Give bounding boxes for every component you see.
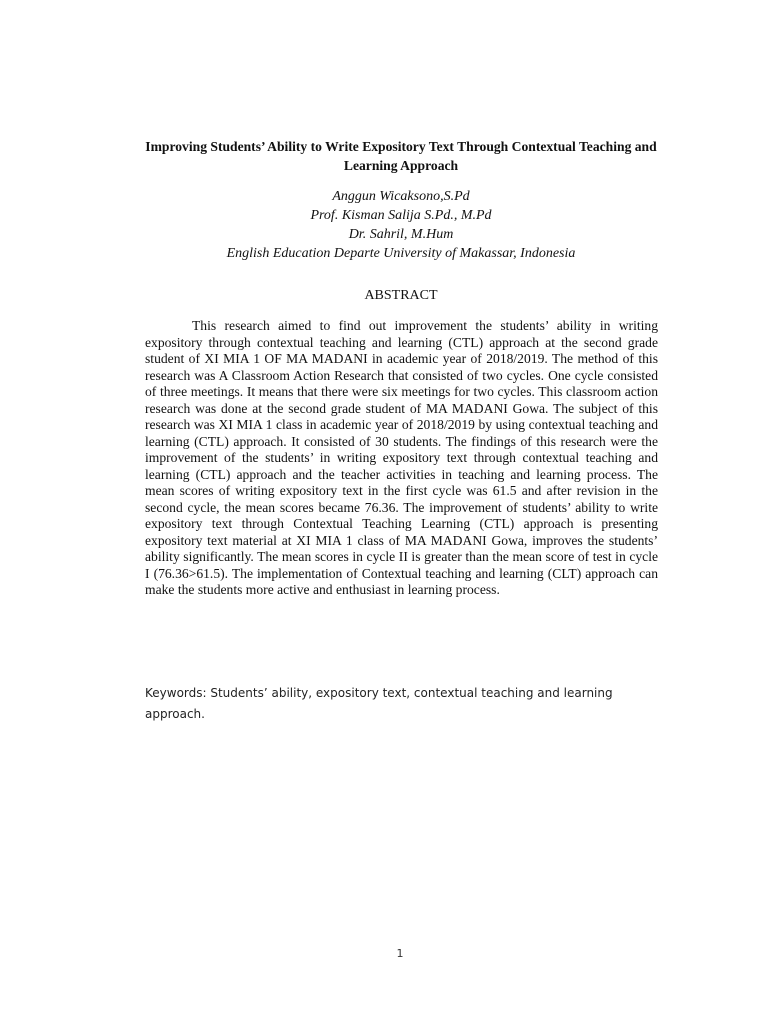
keywords-line: Keywords: Students’ ability, expository text, contextual teaching and learning approach.	[145, 686, 613, 721]
paper-title: Improving Students’ Ability to Write Expository Text Through Contextual Teaching and Learning Approach	[145, 139, 657, 173]
author-name: Dr. Sahril, M.Hum	[348, 227, 454, 242]
author-name: Anggun Wicaksono,S.Pd	[332, 189, 470, 204]
author-affiliation: English Education Departe University of Makassar, Indonesia	[226, 246, 576, 261]
author-block	[130, 187, 672, 263]
abstract-heading: ABSTRACT	[364, 288, 438, 303]
abstract-paragraph: This research aimed to find out improvement the students’ ability in writing expository through contextual teaching and learning (CTL) approach at the second grade student of XI MIA 1 OF MA MADANI in academic year of 2018/2019. The method of this research was A Classroom Action Research that consisted of two cycles. One cycle consisted of three meetings. It means that there were six meetings for two cycles. This classroom action research was done at the second grade student of MA MADANI Gowa. The subject of this research was XI MIA 1 class in academic year of 2018/2019 by using contextual teaching and learning (CTL) approach. It consisted of 30 students. The findings of this research were the improvement of the students’ in writing expository text through contextual teaching and learning (CTL) approach and the teacher activities in teaching and learning process. The mean scores of writing expository text in the first cycle was 61.5 and after revision in the second cycle, the mean scores became 76.36. The improvement of students’ ability to write expository text through Contextual Teaching Learning (CTL) approach is presenting expository text material at XI MIA 1 class of MA MADANI Gowa, improves the students’ ability significantly. The mean scores in cycle II is greater than the mean score of test in cycle I (76.36>61.5). The implementation of Contextual teaching and learning (CLT) approach can make the students more active and enthusiast in learning process.	[145, 318, 658, 597]
page-number: 1	[396, 947, 404, 960]
author-name: Prof. Kisman Salija S.Pd., M.Pd	[310, 208, 492, 223]
